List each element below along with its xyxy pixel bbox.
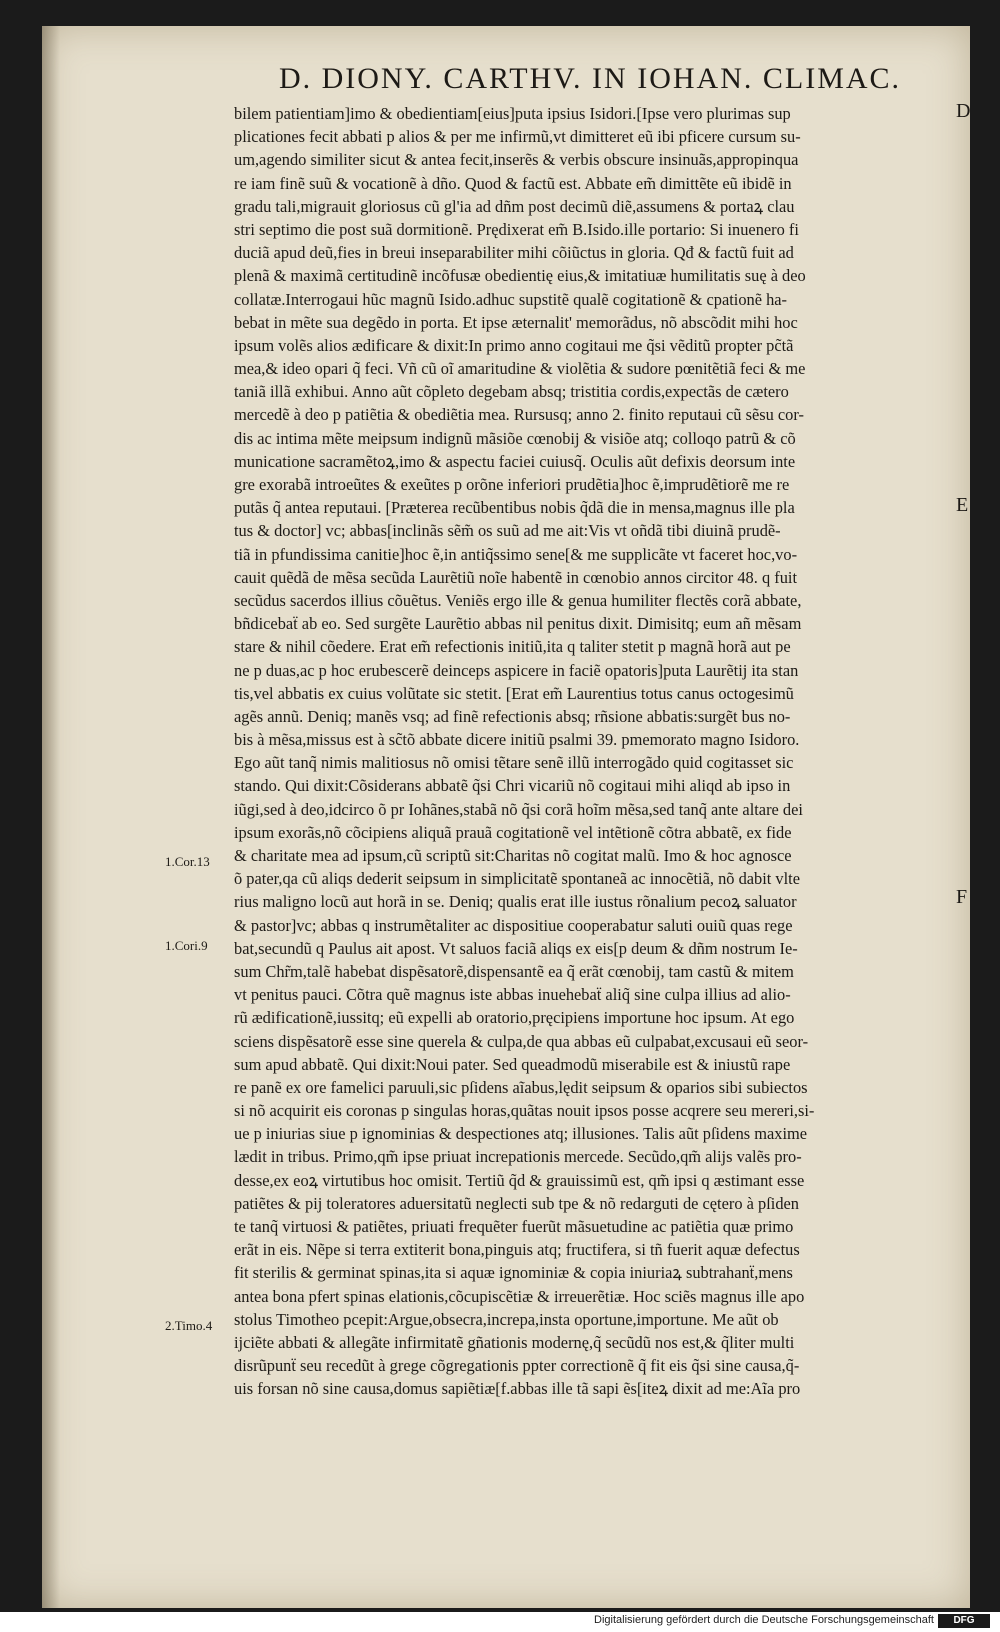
text-line: um,agendo similiter sicut & antea fecit,inserẽs & verbis obscure insinuãs,appropinqua: [234, 150, 799, 170]
text-line: tiã in pfundissima canitie]hoc ẽ,in antiq̃ssimo sene[& me supplicãte vt faceret hoc,vo-: [234, 544, 798, 564]
text-line: stri septimo die post suã dormitionẽ. Prędixerat em̃ B.Isido.ille portario: Si inuenero fi: [234, 219, 799, 239]
text-line: disrũpunẗ seu recedũt à grege cõgregationis ppter correctionẽ q̃ fit eis q̃si sine causa,q̃-: [234, 1356, 800, 1376]
text-line: fit sterilis & germinat spinas,ita si aquæ ignominiæ & copia iniuriaꝝ subtrahanẗ,mens: [234, 1263, 793, 1283]
text-line: agẽs annũ. Deniq; manẽs vsq; ad finẽ refectionis absq; rñsione abbatis:surgẽt bus no-: [234, 706, 791, 726]
text-line: erãt in eis. Nẽpe si terra extiterit bona,pinguis atq; fructifera, si tñ fuerit aquæ defectus: [234, 1240, 800, 1260]
text-line: ipsum volẽs alios ædificare & dixit:In primo anno cogitaui me q̃si vẽditũ propter pc̃tã: [234, 335, 794, 355]
text-line: ne p duas,ac p hoc erubescerẽ deinceps aspicere in faciẽ opatoris]puta Laurẽtij ita stan: [234, 660, 799, 680]
text-line: stolus Timotheo pcepit:Argue,obsecra,increpa,insta oportune,importune. Me aũt ob: [234, 1309, 779, 1329]
text-line: re iam finẽ suũ & vocationẽ à dño. Quod & factũ est. Abbate em̃ dimittẽte eũ ibidẽ in: [234, 173, 792, 193]
text-line: re panẽ ex ore famelici paruuli,sic pſidens aĩabus,lędit seipsum & oparios sibi subiectos: [234, 1077, 808, 1097]
text-line: duciã apud deũ,fies in breui inseparabiliter mihi cõiũctus in gloria. Qđ & factũ fuit ad: [234, 243, 794, 263]
digitization-credit: Digitalisierung gefördert durch die Deutsche Forschungsgemeinschaft: [594, 1614, 934, 1626]
text-line: taniã illã exhibui. Anno aũt cõpleto degebam absq; tristitia cordis,expectãs de cætero: [234, 382, 789, 402]
text-line: patiẽtes & pij toleratores aduersitatũ neglecti sub tpe & nõ redarguti de cętero à pſiden: [234, 1193, 799, 1213]
text-line: sciens dispẽsatorẽ esse sine querela & culpa,de qua abbas eũ culpabat,excusaui eũ seor-: [234, 1031, 809, 1051]
text-line: tus & doctor] vc; abbas[inclinãs sẽm̃ os suũ ad me ait:Vis vt oñdã tibi diuinã prudẽ-: [234, 521, 781, 541]
text-line: bilem patientiam]imo & obedientiam[eius]puta ipsius Isidori.[Ipse vero plurimas sup: [234, 104, 791, 123]
text-line: si nõ acquirit eis coronas p singulas horas,quãtas nouit ipsos posse acqrere seu mereri,si-: [234, 1101, 815, 1121]
body-text: [234, 102, 959, 1401]
text-line: sum apud abbatẽ. Qui dixit:Noui pater. Sed queadmodũ miserabile est & iniustũ rape: [234, 1054, 791, 1074]
text-line: gradu tali,migrauit gloriosus cũ gl'ia ad dñm post decimũ diẽ,assumens & portaꝝ clau: [234, 196, 795, 216]
margin-note: 1.Cori.9: [165, 938, 208, 953]
text-line: & pastor]vc; abbas q instrumẽtaliter ac dispositiue cooperabatur saluti ouiũ quas rege: [234, 915, 793, 935]
text-line: ipsum exorãs,nõ cõcipiens aliquã prauã cogitationẽ vel intẽtionẽ cõtra abbatẽ, ex fide: [234, 822, 792, 842]
running-head: D. DIONY. CARTHV. IN IOHAN. CLIMAC.: [278, 62, 902, 95]
text-line: Ego aũt tanq̃ nimis malitiosus nõ omisi tẽtare senẽ illũ interrogãdo quid cogitasset sic: [234, 753, 794, 773]
dfg-logo: DFG: [938, 1614, 990, 1628]
page-gutter-shadow: [42, 26, 60, 1608]
text-line: ue p iniurias siue p ignominias & despectiones atq; illusiones. Talis aũt pſidens maxime: [234, 1124, 808, 1144]
text-line: plicationes fecit abbati p alios & per me infirmũ,vt dimitteret eũ ibi pficere cursum su-: [234, 127, 801, 147]
text-line: municatione sacramẽtoꝝ,imo & aspectu faciei cuiusq̃. Oculis aũt defixis deorsum inte: [234, 451, 796, 471]
text-line: bat,secundũ q Paulus ait apost. Vt saluos faciã aliqs ex eis[p deum & dñm nostrum Ie-: [234, 938, 798, 958]
text-line: cauit quẽdã de mẽsa secũda Laurẽtiũ noĩe habentẽ in cœnobio annos circitor 48. q fuit: [234, 567, 798, 587]
margin-note: 1.Cor.13: [165, 854, 210, 869]
text-line: stare & nihil cõedere. Erat em̃ refectionis initiũ,ita q taliter stetit p magnã horã aut pe: [234, 637, 791, 657]
text-line: õ pater,qa cũ aliqs dederit seipsum in simplicitatẽ spontaneã ac innocẽtiã, nõ dabit vlte: [234, 869, 801, 889]
signature-letter: D: [956, 100, 971, 122]
text-line: rius maligno locũ aut horã in se. Deniq; qualis erat ille iustus rõnalium pecoꝝ saluator: [234, 892, 797, 912]
text-line: plenã & maximã certitudinẽ incõfusæ obedientię eius,& imitatiuæ humilitatis suę à deo: [234, 266, 806, 286]
signature-letter: F: [956, 886, 968, 908]
text-line: mea,& ideo opari q̃ feci. Vñ cũ oĩ amaritudine & violẽtia & sudore pœnitẽtiã feci & me: [234, 359, 806, 379]
text-line: desse,ex eoꝝ virtutibus hoc omisit. Tertiũ q̃d & grauissimũ est, qm̃ ipsi q æstimant esse: [234, 1170, 805, 1190]
text-line: lædit in tribus. Primo,qm̃ ipse priuat increpationis mercede. Secũdo,qm̃ alijs valẽs pro-: [234, 1147, 802, 1167]
text-line: sum Chr̃m,talẽ habebat dispẽsatorẽ,dispensantẽ ea q̃ erãt cœnobij, tam castũ & mitem: [234, 961, 794, 981]
signature-letter: E: [956, 494, 969, 516]
text-line: rũ ædificationẽ,iussitq; eũ expelli ab oratorio,pręcipiens importune hoc ipsum. At ego: [234, 1008, 795, 1028]
text-line: bebat in mẽte sua degẽdo in porta. Et ipse æternalit' memorãdus, nõ abscõdit mihi hoc: [234, 312, 798, 332]
text-line: bis à mẽsa,missus est à sc̃tõ abbate dicere initiũ psalmi 39. pmemorato magno Isidoro.: [234, 730, 800, 750]
text-line: iũgi,sed à deo,idcirco õ pr Iohãnes,stabã nõ q̃si corã hoĩm mẽsa,sed tanq̃ ante altare dei: [234, 799, 803, 819]
text-line: vt penitus pauci. Cõtra quẽ magnus iste abbas inuehebaẗ aliq̃ sine culpa illius ad alio-: [234, 985, 791, 1005]
text-line: bñdicebaẗ ab eo. Sed surgẽte Laurẽtio abbas nil penitus dixit. Dimisitq; eum añ mẽsam: [234, 614, 802, 634]
text-line: dis ac intima mẽte meipsum indignũ mãsiõe cœnobij & visiõe atq; colloqo patrũ & cõ: [234, 428, 796, 448]
text-line: antea bona pfert spinas elationis,cõcupiscẽtiæ & irreuerẽtiæ. Hoc sciẽs magnus ille apo: [234, 1286, 805, 1306]
text-line: gre exorabã introeũtes & exeũtes p orõne inferiori prudẽtia]hoc ẽ,imprudẽtiorẽ me re: [234, 475, 790, 494]
margin-note: 2.Timo.4: [165, 1318, 213, 1333]
text-line: tis,vel abbatis ex cuius volũtate sic stetit. [Erat em̃ Laurentius totus canus octogesimũ: [234, 683, 794, 703]
text-line: uis forsan nõ sine causa,domus sapiẽtiæ[f.abbas ille tã sapi ẽs[iteꝝ dixit ad me:Aĩa pro: [234, 1379, 801, 1399]
text-line: putãs q̃ antea reputaui. [Præterea recũbentibus nobis q̃dã die in mensa,magnus ille pla: [234, 498, 795, 518]
text-line: te tanq̃ virtuosi & patiẽtes, priuati frequẽter fuerũt mãsuetudine ac patiẽtia quæ primo: [234, 1217, 794, 1236]
text-line: mercedẽ à deo p patiẽtia & obediẽtia mea. Rursusq; anno 2. finito reputaui cũ sẽsu cor-: [234, 405, 804, 425]
text-line: stando. Qui dixit:Cõsiderans abbatẽ q̃si Chri vicariũ nõ cogitaui mihi aliqd ab ipso in: [234, 776, 791, 796]
text-line: ijciẽte abbati & allegãte infirmitatẽ gñationis modernę,q̃ secũdũ nos est,& q̃liter multi: [234, 1332, 795, 1352]
text-line: secũdus sacerdos illius cõuẽtus. Veniẽs ergo ille & genua humiliter flectẽs corã abbate,: [234, 590, 802, 610]
text-line: collatæ.Interrogaui hũc magnũ Isido.adhuc supstitẽ qualẽ cogitationẽ & cpationẽ ha-: [234, 289, 788, 309]
text-line: & charitate mea ad ipsum,cũ scriptũ sit:Charitas nõ cogitat malũ. Imo & hoc agnosce: [234, 846, 792, 865]
